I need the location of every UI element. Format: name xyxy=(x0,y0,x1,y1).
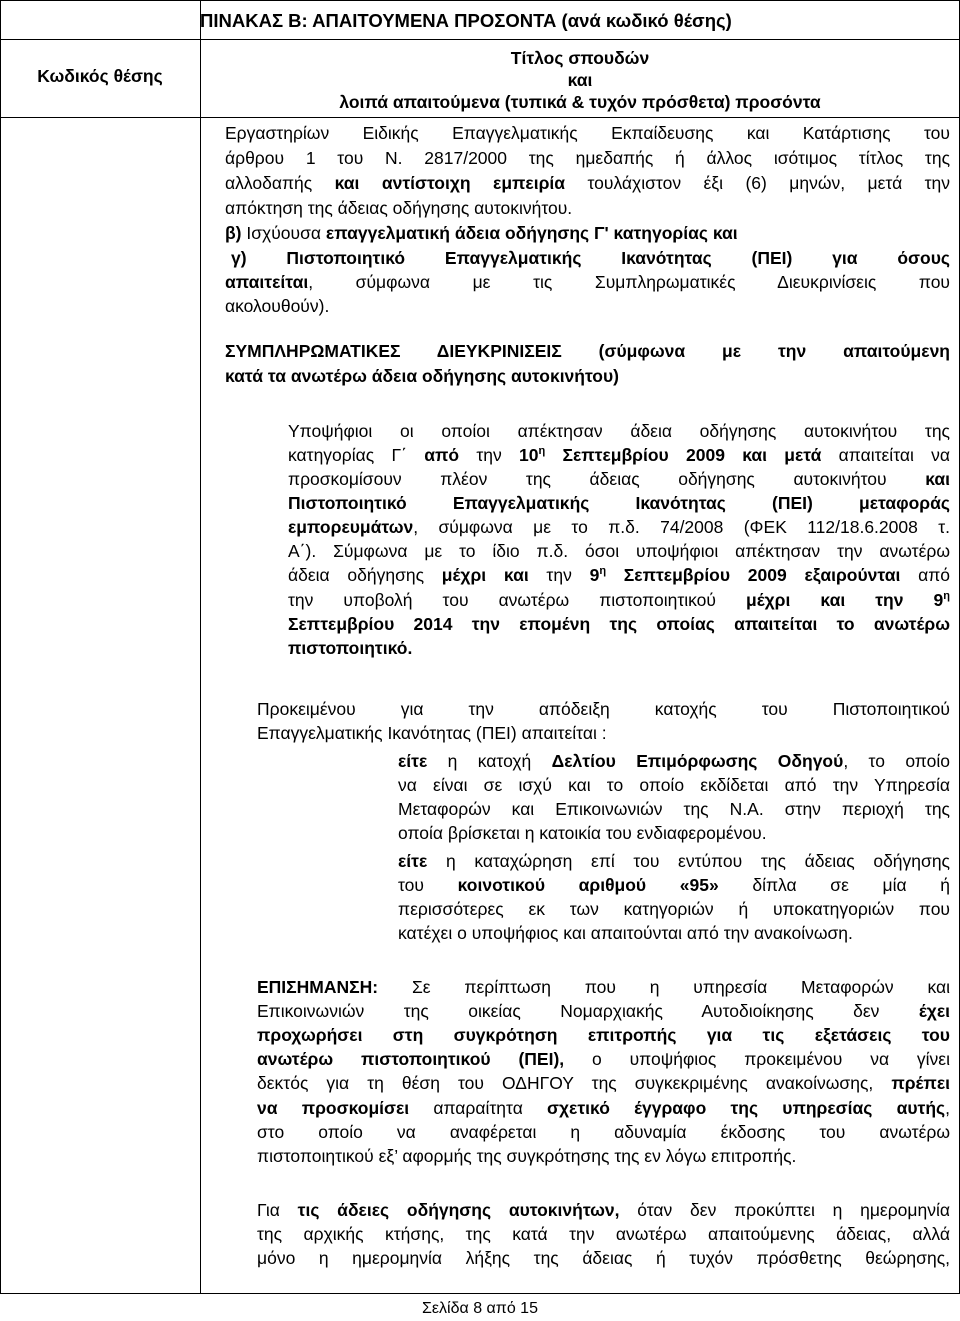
header-row-border xyxy=(0,117,960,118)
table-left-border xyxy=(0,0,1,1294)
text-line: περισσότερες εκ των κατηγοριών ή υποκατηγοριών που xyxy=(398,899,950,919)
text-line: απαιτείται, σύμφωνα με τις Συμπληρωματικές Διευκρινίσεις που xyxy=(225,272,950,292)
text-line: Σεπτεμβρίου 2014 την επομένη της οποίας απαιτείται το ανωτέρω xyxy=(288,614,950,634)
text-line: προχωρήσει στη συγκρότηση επιτροπής για τις εξετάσεις του xyxy=(257,1025,950,1045)
text-line: είτε η καταχώρηση επί του εντύπου της άδειας οδήγησης xyxy=(398,851,950,871)
text-line: είτε η κατοχή Δελτίου Επιμόρφωσης Οδηγού, το οποίο xyxy=(398,751,950,771)
text-line: γ) Πιστοποιητικό Επαγγελματικής Ικανότητας (ΠΕΙ) για όσους xyxy=(231,248,950,268)
text-line: Υποψήφιοι οι οποίοι απέκτησαν άδεια οδήγησης αυτοκινήτου της xyxy=(288,421,950,441)
text-line: β) Ισχύουσα επαγγελματική άδεια οδήγησης Γ' κατηγορίας και xyxy=(225,223,738,243)
page-number: Σελίδα 8 από 15 xyxy=(422,1300,538,1317)
column-header-code: Κωδικός θέσης xyxy=(37,66,163,86)
text-line: ΣΥΜΠΛΗΡΩΜΑΤΙΚΕΣ ΔΙΕΥΚΡΙΝΙΣΕΙΣ (σύμφωνα με την απαιτούμενη xyxy=(225,341,950,361)
text-line: να είναι σε ισχύ και το οποίο εκδίδεται από την Υπηρεσία xyxy=(398,775,950,795)
text-line: δεκτός για τη θέση του ΟΔΗΓΟΥ της συγκεκριμένης ανακοίνωσης, πρέπει xyxy=(257,1073,950,1093)
title-row-border xyxy=(0,39,960,40)
text-line: πιστοποιητικό. xyxy=(288,638,413,658)
text-line: Για τις άδειες οδήγησης αυτοκινήτων, όταν δεν προκύπτει η ημερομηνία xyxy=(257,1200,950,1220)
text-line: άδεια οδήγησης μέχρι και την $9^\eta$ Σεπτεμβρίου 2009 εξαιρούνται από xyxy=(288,565,951,585)
text-line: απόκτηση της άδειας οδήγησης αυτοκινήτου. xyxy=(225,198,573,218)
text-line: Επικοινωνιών της οικείας Νομαρχιακής Αυτοδιοίκησης δεν έχει xyxy=(257,1001,950,1021)
column-header-title-1: Τίτλος σπουδών xyxy=(510,48,650,68)
text-line: να προσκομίσει απαραίτητα σχετικό έγγραφο της υπηρεσίας αυτής, xyxy=(257,1098,950,1118)
text-line: Πιστοποιητικό Επαγγελματικής Ικανότητας (ΠΕΙ) μεταφοράς xyxy=(288,493,950,513)
text-line: ακολουθούν). xyxy=(225,296,330,316)
text-line: Επαγγελματικής Ικανότητας (ΠΕΙ) απαιτείται : xyxy=(257,723,607,743)
text-line: κατέχει ο υποψήφιος και απαιτούνται από την ανακοίνωση. xyxy=(398,923,853,943)
table-title: ΠΙΝΑΚΑΣ Β: ΑΠΑΙΤΟΥΜΕΝΑ ΠΡΟΣΟΝΤΑ (ανά κωδικό θέσης) xyxy=(200,10,732,31)
text-line: της αρχικής κτήσης, της κατά την ανωτέρω απαιτούμενης άδειας, αλλά xyxy=(257,1224,950,1244)
text-line: Εργαστηρίων Ειδικής Επαγγελματικής Εκπαίδευσης και Κατάρτισης του xyxy=(225,123,950,143)
column-header-title-2: και xyxy=(567,70,593,90)
text-line: αλλοδαπής και αντίστοιχη εμπειρία τουλάχιστον έξι (6) μηνών, μετά την xyxy=(225,173,950,193)
text-line: κατά τα ανωτέρω άδεια οδήγησης αυτοκινήτου) xyxy=(225,366,620,386)
text-line: Α΄). Σύμφωνα με το ίδιο π.δ. όσοι υποψήφιοι απέκτησαν την ανωτέρω xyxy=(288,541,950,561)
text-line: του κοινοτικού αριθμού «95» δίπλα σε μία ή xyxy=(398,875,950,895)
text-line: την υποβολή του ανωτέρω πιστοποιητικού μέχρι και την $9^\eta$ xyxy=(288,590,950,610)
column-divider xyxy=(200,0,201,1294)
text-line: στο οποίο να αναφέρεται η αδυναμία έκδοσης του ανωτέρω xyxy=(257,1122,950,1142)
text-line: ΕΠΙΣΗΜΑΝΣΗ: Σε περίπτωση που η υπηρεσία Μεταφορών και xyxy=(257,977,950,997)
column-header-title-3: λοιπά απαιτούμενα (τυπικά & τυχόν πρόσθετα) προσόντα xyxy=(339,92,821,112)
text-line: ανωτέρω πιστοποιητικού (ΠΕΙ), ο υποψήφιος προκειμένου να γίνει xyxy=(257,1049,950,1069)
text-line: πιστοποιητικού εξ’ αφορμής της συγκρότησης της εν λόγω επιτροπής. xyxy=(257,1146,797,1166)
table-top-border xyxy=(0,0,960,1)
text-line: Μεταφορών και Επικοινωνιών της Ν.Α. στην περιοχή της xyxy=(398,799,950,819)
text-line: άρθρου 1 του Ν. 2817/2000 της ημεδαπής ή άλλος ισότιμος τίτλος της xyxy=(225,148,950,168)
text-line: μόνο η ημερομηνία λήξης της άδειας ή τυχόν πρόσθετης θεώρησης, xyxy=(257,1248,950,1268)
table-bottom-border xyxy=(0,1293,960,1294)
text-line: κατηγορίας Γ΄ από την $10^\eta$ Σεπτεμβρίου 2009 και μετά απαιτείται να xyxy=(288,445,951,465)
text-line: οποία βρίσκεται η κατοικία του ενδιαφερομένου. xyxy=(398,823,767,843)
text-line: Προκειμένου για την απόδειξη κατοχής του Πιστοποιητικού xyxy=(257,699,950,719)
text-line: εμπορευμάτων, σύμφωνα με το π.δ. 74/2008 (ΦΕΚ 112/18.6.2008 τ. xyxy=(288,517,950,537)
text-line: προσκομίσουν πλέον της άδειας οδήγησης αυτοκινήτου και xyxy=(288,469,950,489)
